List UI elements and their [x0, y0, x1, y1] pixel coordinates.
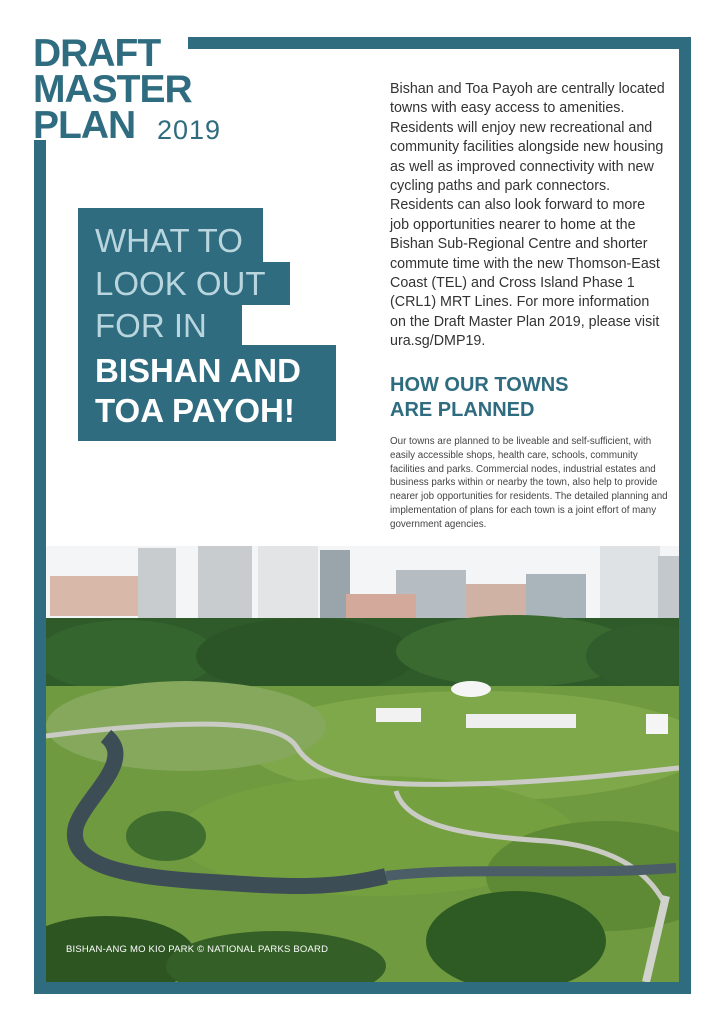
- section-heading: [390, 373, 670, 423]
- section-heading-line2: ARE PLANNED: [390, 399, 535, 421]
- title-line-toa-payoh: TOA PAYOH!: [95, 392, 295, 429]
- photo-credit: BISHAN-ANG MO KIO PARK © NATIONAL PARKS BOARD: [66, 944, 329, 955]
- frame-top-border: [188, 37, 691, 49]
- section-heading-line1: HOW OUR TOWNS: [390, 374, 569, 396]
- section-body: Our towns are planned to be liveable and self-sufficient, with easily accessible shops, health care, schools, community facilities and parks. Commercial nodes, industrial estates and business parks within or nearby the town, also help to provide nearer job opportunities for residents. The detailed planning and implementation of plans for each town is a joint effort of many government agencies.: [390, 436, 668, 530]
- logo-line-master: MASTER: [33, 68, 192, 111]
- title-line-look-out: LOOK OUT: [95, 265, 266, 302]
- frame-left-border: [34, 140, 46, 994]
- title-line-for-in: FOR IN: [95, 307, 207, 344]
- frame-bottom-border: [34, 982, 691, 994]
- logo-line-plan: PLAN: [33, 104, 136, 147]
- title-line-bishan-and: BISHAN AND: [95, 352, 301, 389]
- logo-line-draft: DRAFT: [33, 32, 161, 75]
- park-photo-illustration: [46, 546, 679, 982]
- title-line-what-to: WHAT TO: [95, 222, 243, 259]
- park-photo: [46, 546, 679, 982]
- intro-paragraph: Bishan and Toa Payoh are centrally located towns with easy access to amenities. Residents will enjoy new recreational and community facilities alongside new housing as well as improved connectivity with new cycling paths and park connectors. Residents can also look forward to more job opportunities nearer to home at the Bishan Sub-Regional Centre and shorter commute time with the new Thomson-East Coast (TEL) and Cross Island Phase 1 (CRL1) MRT Lines. For more information on the Draft Master Plan 2019, please visit ura.sg/DMP19.: [390, 81, 665, 350]
- logo-year: 2019: [157, 115, 222, 145]
- frame-right-border: [679, 37, 691, 994]
